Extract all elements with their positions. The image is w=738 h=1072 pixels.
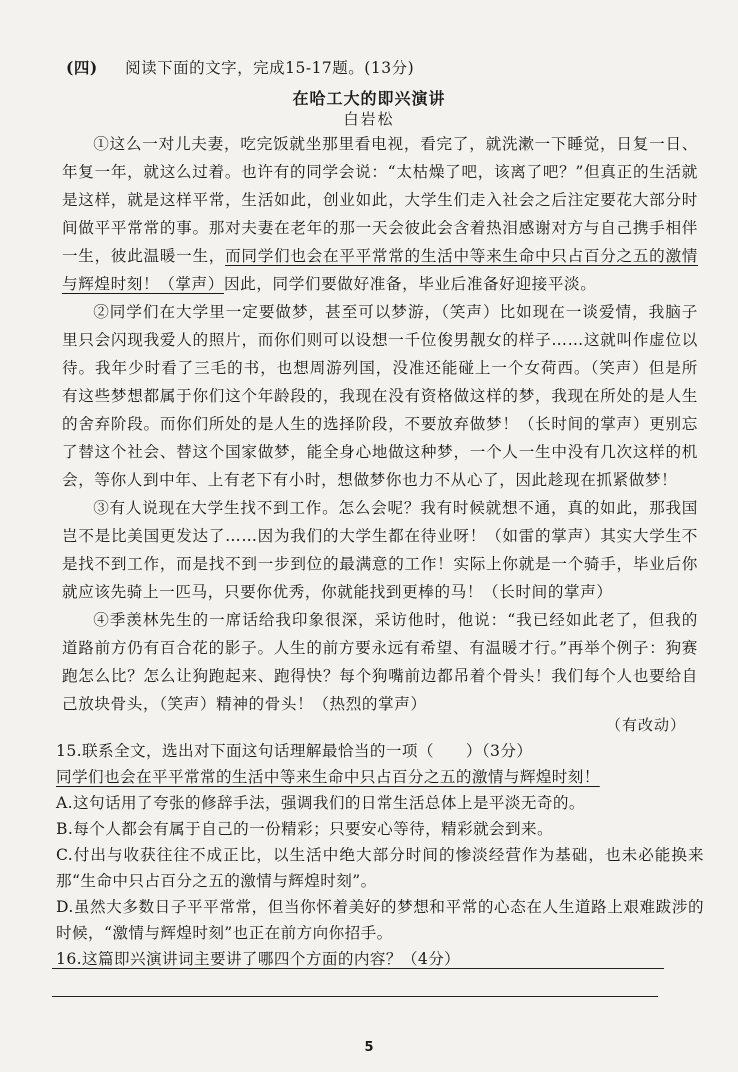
paragraph-1-text: ①这么一对儿夫妻，吃完饭就坐那里看电视，看完了，就洗漱一下睡觉，日复一日、年复一年，就这么过着。也许有的同学会说：“太枯燥了吧，该离了吧？”但真正的生活就是这样，就是这样平常，生活如此，创业如此，大学生们走入社会之后注定要花大部分时间做平平常常的事。那对夫妻在老年的那一天会彼此会含着热泪感谢对方与自己携手相伴一生，彼此温暖一生， [62, 135, 698, 265]
question-16-prompt: 16.这篇即兴演讲词主要讲了哪四个方面的内容？（4分） [56, 950, 461, 968]
page-number: 5 [364, 1040, 374, 1055]
section-instruction: 阅读下面的文字，完成15-17题。(13分) [125, 59, 415, 77]
paragraph-4: ④季羡林先生的一席话给我印象很深，采访他时，他说：“我已经如此老了，但我的道路前方仍有百合花的影子。人生的前方要永远有希望、有温暖才行。”再举个例子：狗赛跑怎么比？怎么让狗跑起来、跑得快？每个狗嘴前边都吊着个骨头！我们每个人也要给自己放块骨头，（笑声）精神的骨头！（热烈的掌声） [62, 611, 698, 713]
answer-line-2[interactable] [52, 996, 658, 997]
paragraph-1 [62, 130, 698, 298]
option-c[interactable]: C.付出与收获往往不成正比，以生活中绝大部分时间的惨淡经营作为基础，也未必能换来那“生命中只占百分之五的激情与辉煌时刻”。 [56, 846, 704, 890]
question-15-quote: 同学们也会在平平常常的生活中等来生命中只占百分之五的激情与辉煌时刻！ [56, 768, 600, 786]
paragraph-3: ③有人说现在大学生找不到工作。怎么会呢？我有时候就想不通，真的如此，那我国岂不是比美国更发达了……因为我们的大学生都在待业呀！（如雷的掌声）其实大学生不是找不到工作，而是找不到一步到位的最满意的工作！实际上你就是一个骑手，毕业后你就应该先骑上一匹马，只要你优秀，你就能找到更棒的马！（长时间的掌声） [62, 499, 698, 601]
revision-note: （有改动） [605, 716, 686, 734]
option-b[interactable]: B.每个人都会有属于自己的一份精彩；只要安心等待，精彩就会到来。 [56, 820, 554, 838]
article-title: 在哈工大的即兴演讲 [292, 89, 446, 108]
underlined-sentence: 而同学们也会在平平常常的生活中等来生命中只占百分之五的激情与辉煌时刻！（掌声） [62, 247, 698, 293]
question-15-prompt: 15.联系全文，选出对下面这句话理解最恰当的一项（ ）（3分） [56, 742, 533, 760]
option-d[interactable]: D.虽然大多数日子平平常常，但当你怀着美好的梦想和平常的心态在人生道路上艰难跋涉的时候，“激情与辉煌时刻”也正在前方向你招手。 [56, 898, 704, 942]
answer-line-1[interactable] [52, 968, 664, 969]
paragraph-2: ②同学们在大学里一定要做梦，甚至可以梦游，（笑声）比如现在一谈爱情，我脑子里只会闪现我爱人的照片，而你们则可以设想一千位俊男靓女的样子……这就叫作虚位以待。我年少时看了三毛的书，也想周游列国，没准还能碰上一个女荷西。（笑声）但是所有这些梦想都属于你们这个年龄段的，我现在没有资格做这样的梦，我现在所处的是人生的舍弃阶段。而你们所处的是人生的选择阶段，不要放弃做梦！（长时间的掌声）更别忘了替这个社会、替这个国家做梦，能全身心地做这种梦，一个人一生中没有几次这样的机会，等你人到中年、上有老下有小时，想做梦你也力不从心了，因此趁现在抓紧做梦！ [62, 303, 698, 489]
section-header [66, 56, 414, 78]
article-author: 白岩松 [343, 110, 395, 128]
questions-block [56, 738, 704, 972]
section-number: (四) [66, 58, 98, 77]
option-a[interactable]: A.这句话用了夸张的修辞手法，强调我们的日常生活总体上是平淡无奇的。 [56, 794, 585, 812]
article-body [62, 130, 698, 718]
paragraph-1-tail: 因此，同学们要做好准备，毕业后准备好迎接平淡。 [223, 275, 597, 293]
